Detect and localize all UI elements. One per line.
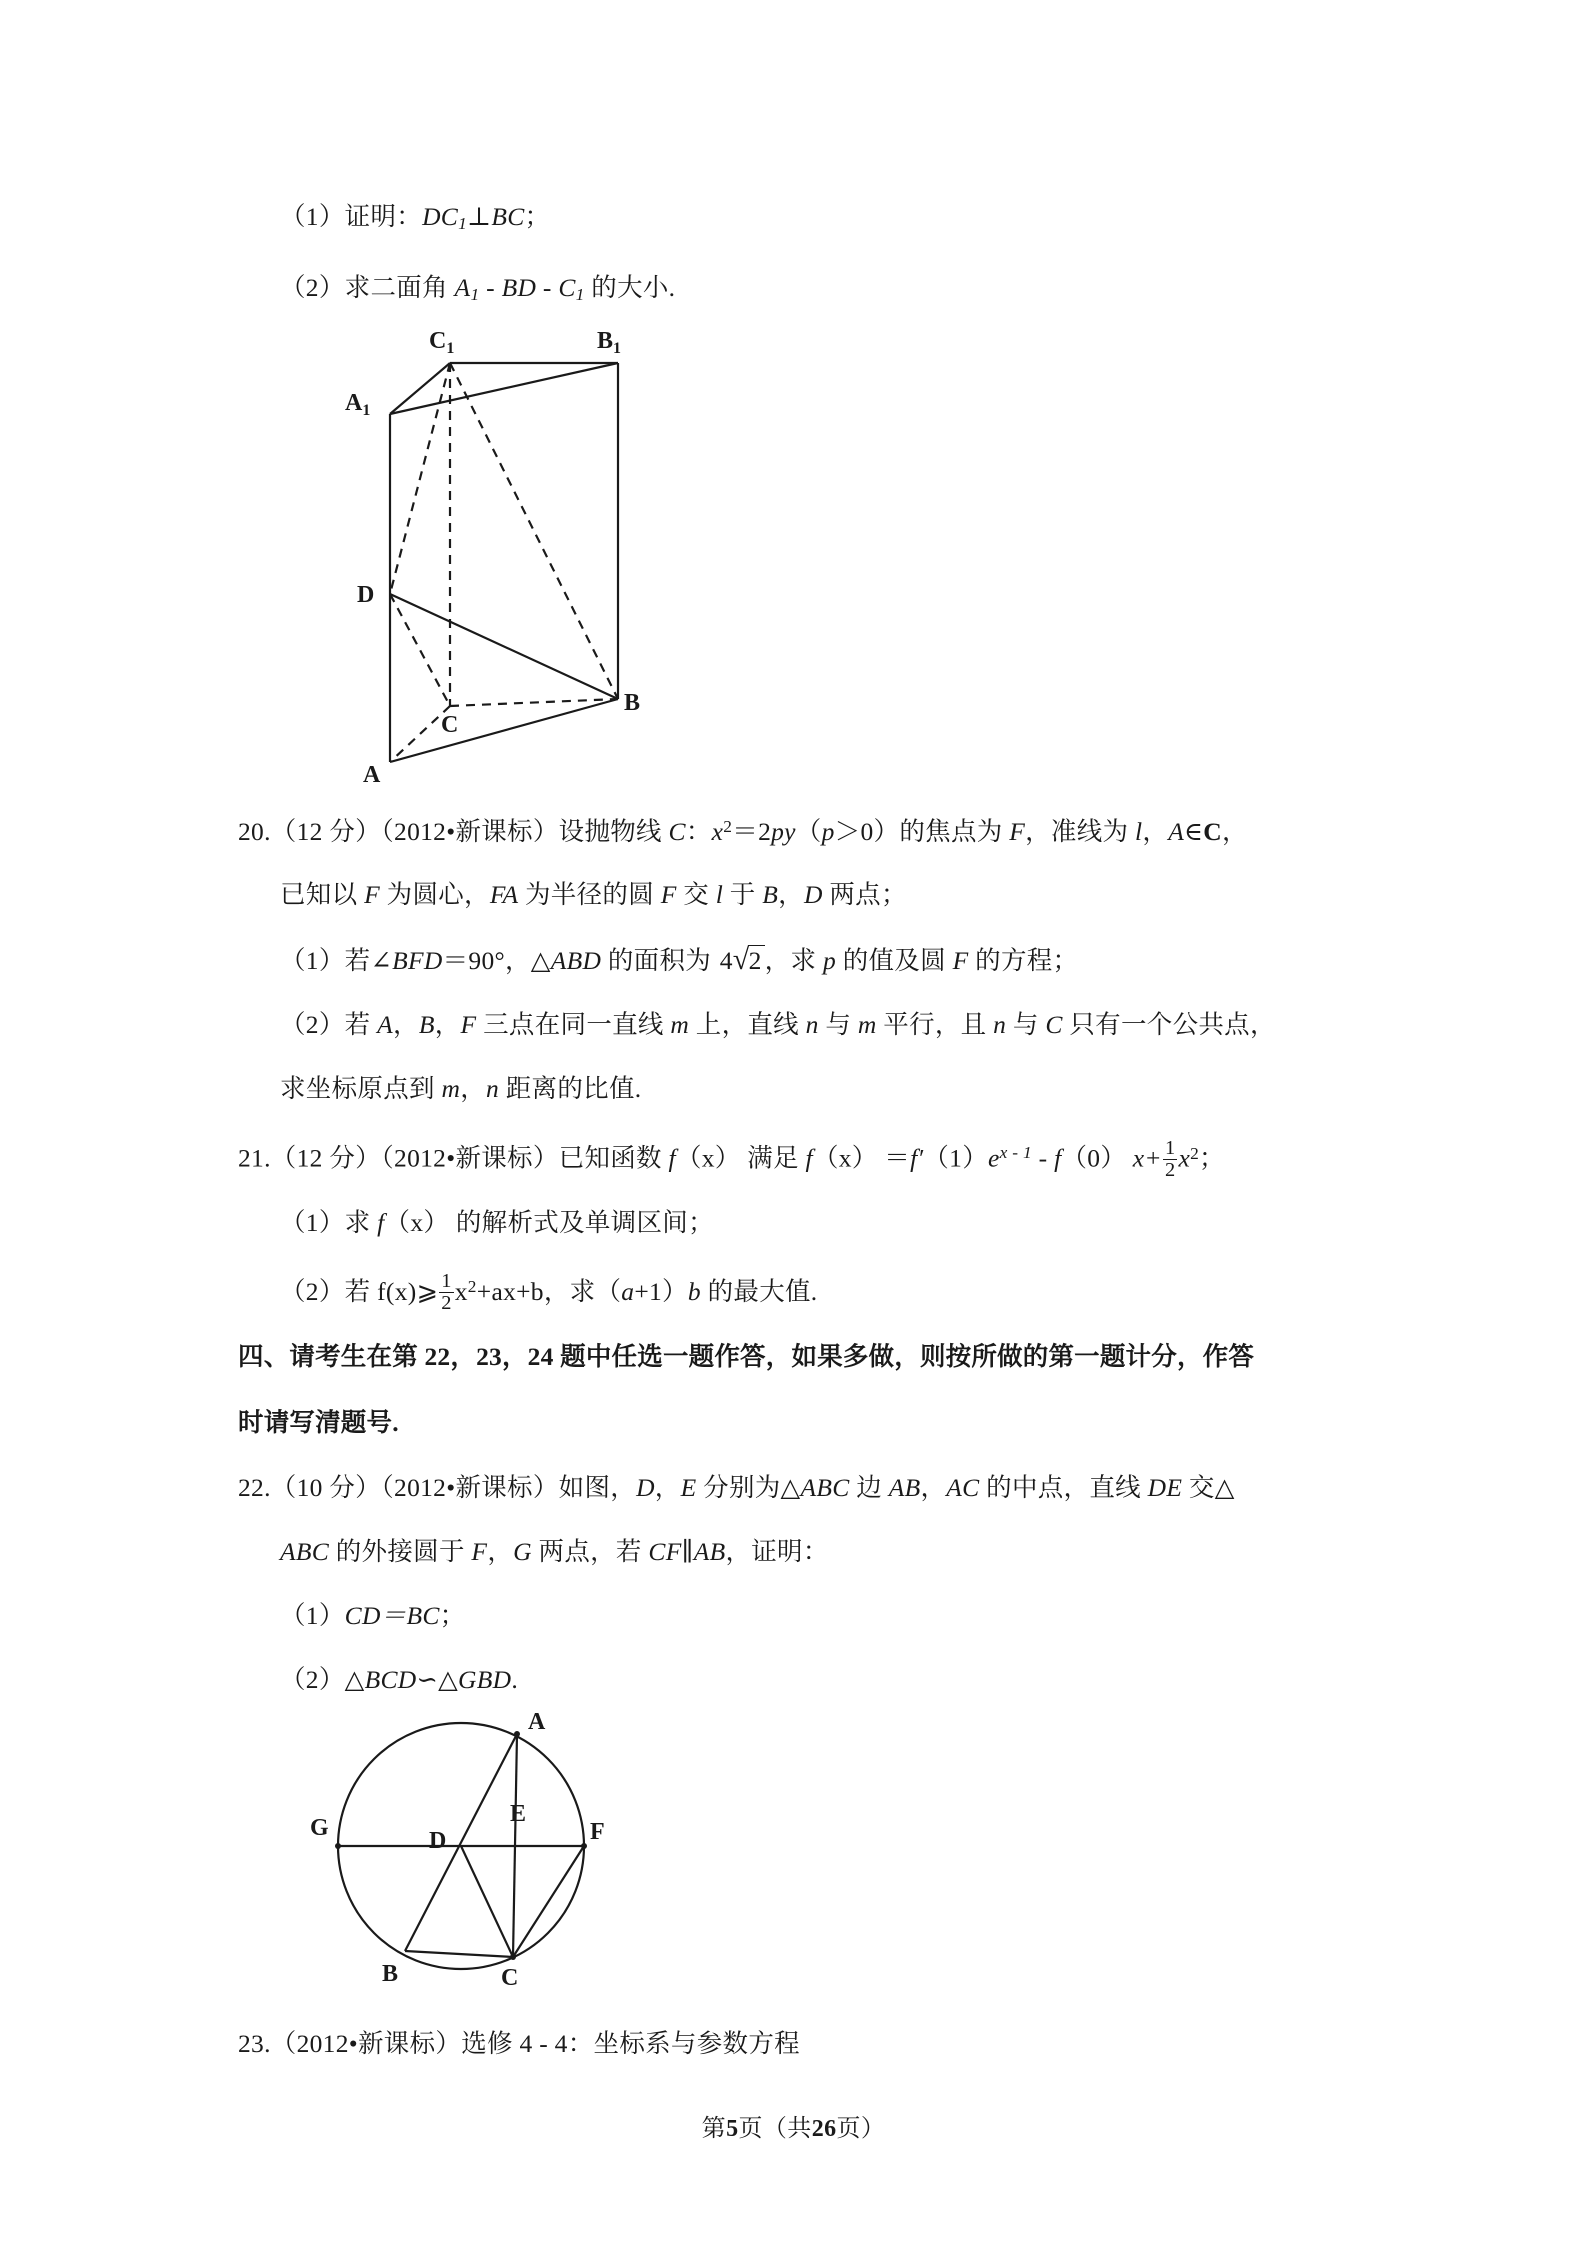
q20-x-sup: 2 — [723, 816, 733, 836]
q19-part2-a: A — [454, 272, 471, 302]
q20-t4: ， — [1142, 816, 1169, 846]
q19-part2-a-sub: 1 — [470, 284, 480, 304]
footer-total-pages: 26 — [811, 2116, 837, 2142]
q22-p2-label: （2） — [280, 1664, 345, 1694]
line-CF — [513, 1846, 584, 1957]
q20-p2-t5: 上，直线 — [689, 1010, 806, 1040]
circle-label-A: A — [528, 1709, 546, 1735]
q21-part2 — [238, 1255, 1366, 1324]
q22-t6: 的中点，直线 — [979, 1472, 1148, 1502]
q20-l2-D: D — [803, 880, 823, 910]
q20-p2-m: m — [670, 1010, 690, 1040]
q20-l: l — [1135, 816, 1143, 846]
q21-p2-plus1: +1 — [634, 1276, 663, 1306]
q21-p1-x: （x） — [384, 1208, 450, 1238]
circle-label-F: F — [590, 1819, 605, 1845]
q22-l2-F: F — [471, 1536, 488, 1566]
q19-part2-label: （2） — [280, 272, 345, 302]
q20-p2: ） — [873, 816, 900, 846]
q20-p1-BFD: BFD — [392, 946, 443, 976]
q21-p2-ge-icon: ⩾ — [416, 1276, 439, 1306]
q21-f3: f — [1054, 1144, 1062, 1174]
q22-l2-t1: 的外接圆于 — [329, 1536, 472, 1566]
footer-mid: 页（共 — [738, 2116, 812, 2142]
q20-l2-l: l — [715, 880, 724, 910]
prism-label-D: D — [357, 582, 375, 608]
radical-icon: √ — [732, 942, 750, 977]
q21-p1-t2: 的解析式及单调区间； — [449, 1208, 714, 1238]
q21-p2-frac-num: 1 — [441, 1269, 452, 1292]
section4-line2: 时请写清题号. — [238, 1407, 399, 1437]
q21-p2-b: b — [687, 1276, 701, 1306]
q20-p1-F: F — [952, 946, 969, 976]
q21-source: （2012•新课标） — [380, 1144, 559, 1174]
q20-p2-m2: m — [857, 1010, 877, 1040]
q20-source: （2012•新课标） — [380, 816, 559, 846]
q21-line1 — [238, 1121, 1366, 1191]
circle-label-E: E — [510, 1801, 527, 1827]
q21-p2-t2: +ax+b，求（ — [476, 1276, 622, 1306]
q21-e: e — [988, 1144, 1000, 1174]
q20-p2-B: B — [418, 1010, 435, 1040]
q20-p1-t6: 的方程； — [968, 946, 1079, 976]
q20-p2-n2: n — [993, 1010, 1007, 1040]
q22-ABC: ABC — [800, 1472, 850, 1502]
q22-AB: AB — [888, 1472, 921, 1502]
q20-l2-t7: 两点； — [822, 880, 907, 910]
q21-p2-x-sup: 2 — [467, 1277, 477, 1297]
q20-l2-B: B — [762, 880, 779, 910]
q21-e-exponent: x - 1 — [999, 1143, 1032, 1163]
footer-prefix: 第 — [701, 2116, 727, 2142]
q21-x1: （x） — [675, 1144, 741, 1174]
q19-part1-math-dc: DC — [422, 202, 459, 231]
q22-p1-math: CD＝BC — [344, 1600, 440, 1630]
q21-p2-t4: 的最大值. — [700, 1276, 818, 1306]
q20-p2-l2-m: m — [441, 1074, 461, 1104]
q22-p1-label: （1） — [280, 1600, 345, 1630]
q22-p2-tri2: △GBD — [438, 1664, 512, 1694]
q19-part1-end: ； — [524, 202, 551, 231]
q21-p1-t1: 求 — [344, 1208, 378, 1238]
q19-part2-dash1: - — [479, 272, 502, 302]
line-DC — [461, 1846, 513, 1957]
q22-line1 — [238, 1456, 1366, 1520]
q22-source: （2012•新课标） — [380, 1472, 559, 1502]
q21-frac-num: 1 — [1164, 1136, 1176, 1159]
q22-t4: 边 — [849, 1472, 889, 1502]
q21-fprime: f′ — [910, 1144, 924, 1174]
q20-p2-n: n — [805, 1010, 819, 1040]
prism-label-B1: $B_1$ — [597, 328, 622, 357]
q20-l2-t3: 为半径的圆 — [518, 880, 661, 910]
q20-p2-label: （2） — [280, 1010, 345, 1040]
q20-p2-l2-t2: ， — [460, 1074, 487, 1104]
q20-p1-label: （1） — [280, 946, 345, 976]
prism-label-A1: $A_1$ — [345, 390, 371, 419]
q22-score: （10 分） — [270, 1472, 381, 1502]
q20-l2-F2: F — [660, 880, 677, 910]
q20-p2-t9: 只有一个公共点， — [1062, 1010, 1276, 1040]
q21-frac-den: 2 — [1164, 1159, 1176, 1182]
q22-l2-t2: ， — [487, 1536, 514, 1566]
q21-p2-label: （2） — [280, 1276, 345, 1306]
q22-AC: AC — [946, 1472, 980, 1502]
q20-p2-l2-t3: 距离的比值. — [499, 1074, 642, 1104]
q20-part1 — [238, 927, 1366, 993]
q20-p2-F: F — [460, 1010, 477, 1040]
q23-source: （2012•新课标） — [270, 2028, 462, 2058]
q20-number: 20. — [238, 816, 271, 846]
q21-p2-t3: ） — [662, 1276, 688, 1306]
q20-part2-line1 — [238, 993, 1366, 1057]
q22-t2: ， — [654, 1472, 681, 1502]
q20-p1-t1: 若∠ — [344, 946, 393, 976]
q20-p2-t7: 平行，且 — [876, 1010, 994, 1040]
q21-zero: （0） — [1061, 1144, 1127, 1174]
q19-part1 — [238, 185, 1366, 256]
q20-curve-C: C — [668, 816, 686, 846]
q19-part2 — [238, 256, 1366, 327]
q20-in: ∈ — [1184, 816, 1204, 846]
q21-x2: （x） — [812, 1144, 878, 1174]
q22-line2 — [238, 1520, 1366, 1584]
line-BC — [405, 1951, 513, 1957]
q20-p2-t4: 三点在同一直线 — [476, 1010, 671, 1040]
prism-label-B: B — [624, 690, 641, 716]
q20-t3: ，准线为 — [1025, 816, 1136, 846]
prism-figure — [245, 318, 665, 788]
q22-E: E — [680, 1472, 697, 1502]
q20-py: py — [771, 816, 796, 846]
q20-A: A — [1168, 816, 1185, 846]
q20-line2 — [238, 863, 1366, 927]
q21-p2-fraction-half — [439, 1271, 454, 1315]
q20-t5: ， — [1222, 816, 1248, 846]
q19-part2-c: C — [558, 272, 576, 302]
q20-p2-t6: 与 — [818, 1010, 858, 1040]
q20-p: p — [821, 816, 835, 846]
q20-F: F — [1009, 816, 1026, 846]
q21-f1: f — [668, 1144, 676, 1174]
footer-suffix: 页） — [836, 2116, 886, 2142]
line-AB — [405, 1734, 517, 1951]
q20-p1-t4: ，求 — [764, 946, 823, 976]
q21-xplus: x+ — [1126, 1144, 1162, 1174]
q22-t5: ， — [920, 1472, 947, 1502]
q23-line1 — [238, 2012, 1366, 2076]
q20-l2-t5: 于 — [723, 880, 763, 910]
q21-fraction-half — [1163, 1138, 1178, 1182]
q22-number: 22. — [238, 1472, 271, 1502]
q19-part1-math-bc: ⊥BC — [467, 202, 525, 231]
q22-l2-CF: CF — [648, 1536, 682, 1566]
q20-p1-t2: ＝90°，△ — [442, 946, 551, 976]
q21-p2-t1: 若 f(x) — [344, 1276, 417, 1306]
q21-semi: ； — [1199, 1144, 1225, 1174]
q20-p1: （ — [795, 816, 822, 846]
q21-x3-sup: 2 — [1190, 1144, 1200, 1164]
q21-t1: 已知函数 — [558, 1144, 669, 1174]
q22-p1-end: ； — [439, 1600, 466, 1630]
q22-p2-tri1: △BCD — [344, 1664, 417, 1694]
q20-p2-t2: ， — [393, 1010, 419, 1040]
q22-DE: DE — [1147, 1472, 1183, 1502]
q20-l2-t6: ， — [778, 880, 804, 910]
q21-t2: 满足 — [740, 1144, 806, 1174]
q20-p1-t5: 的值及圆 — [836, 946, 953, 976]
q19-part1-sub: 1 — [458, 213, 468, 233]
q21-minus: - — [1031, 1144, 1055, 1174]
circle-label-C: C — [501, 1965, 519, 1991]
q21-f2: f — [805, 1144, 813, 1174]
q20-t1: 设抛物线 — [558, 816, 669, 846]
q20-part2-line2 — [238, 1057, 1366, 1121]
q20-eq: ＝2 — [732, 816, 772, 846]
q22-l2-t4: ，证明： — [725, 1536, 829, 1566]
circle-figure — [288, 1703, 658, 2003]
q20-p1-sqrt-coef: 4 — [719, 946, 733, 976]
q19-part1-text: 证明： — [344, 202, 423, 231]
q20-gt: ＞0 — [834, 816, 874, 846]
q20-p2-A: A — [377, 1010, 394, 1040]
q22-D: D — [636, 1472, 655, 1502]
q22-t7: 交△ — [1182, 1472, 1235, 1502]
q20-p1-sqrt-val: 2 — [748, 945, 765, 975]
q21-one: （1） — [923, 1144, 988, 1174]
q19-part2-dash2: - — [536, 272, 559, 302]
q23-number: 23. — [238, 2028, 271, 2058]
q20-t2: 的焦点为 — [899, 816, 1010, 846]
circle-label-G: G — [310, 1815, 329, 1841]
q22-t3: 分别为△ — [696, 1472, 801, 1502]
circle-label-D: D — [429, 1828, 447, 1854]
q20-p2-C: C — [1045, 1010, 1063, 1040]
q20-p2-t3: ， — [434, 1010, 461, 1040]
q20-l2-t4: 交 — [676, 880, 716, 910]
q21-number: 21. — [238, 1144, 271, 1174]
q22-t1: 如图， — [558, 1472, 637, 1502]
q21-eq: ＝ — [877, 1144, 911, 1174]
q22-similar-icon: ∽ — [416, 1664, 439, 1694]
q20-line1 — [238, 795, 1366, 864]
q21-score: （12 分） — [270, 1144, 381, 1174]
q21-p2-frac-den: 2 — [441, 1292, 452, 1315]
q21-p1-label: （1） — [280, 1208, 345, 1238]
q22-p2-end: . — [511, 1664, 519, 1694]
q20-x: x — [711, 816, 724, 846]
q20-l2-FA: FA — [489, 880, 519, 910]
q20-p2-t8: 与 — [1006, 1010, 1046, 1040]
prism-label-A: A — [363, 762, 381, 788]
q21-part1 — [238, 1191, 1366, 1255]
q20-colon: ： — [685, 816, 712, 846]
q20-l2-t2: 为圆心， — [379, 880, 490, 910]
footer-page-number: 5 — [726, 2116, 739, 2142]
q20-p1-p: p — [822, 946, 837, 976]
q20-l2-F: F — [364, 880, 380, 910]
q19-part2-bd: BD — [501, 272, 537, 302]
page-footer — [0, 2108, 1587, 2143]
q19-part2-c-sub: 1 — [575, 284, 585, 304]
q20-p1-ABD: ABD — [550, 946, 602, 976]
q20-score: （12 分） — [270, 816, 381, 846]
q22-part1 — [238, 1584, 1366, 1648]
section4-line1: 四、请考生在第 22，23，24 题中任选一题作答，如果多做，则按所做的第一题计分，作答 — [238, 1341, 1255, 1371]
q21-p1-f: f — [377, 1208, 385, 1238]
q20-p2-l2-t1: 求坐标原点到 — [280, 1074, 442, 1104]
q20-Cbold: C — [1203, 816, 1223, 846]
q22-l2-t3: 两点，若 — [531, 1536, 649, 1566]
q23-text: 选修 4 - 4：坐标系与参数方程 — [461, 2028, 800, 2058]
q22-l2-ABC: ABC — [280, 1536, 330, 1566]
q21-p2-x: x — [454, 1276, 468, 1306]
prism-label-C: C — [441, 712, 459, 738]
q20-p1-sqrt — [718, 927, 765, 993]
q21-p2-a: a — [621, 1276, 635, 1306]
q20-p2-t1: 若 — [344, 1010, 378, 1040]
q22-l2-AB: AB — [693, 1536, 726, 1566]
q19-part2-text: 求二面角 — [344, 272, 455, 302]
prism-label-C1: $C_1$ — [429, 328, 455, 357]
q20-p1-t3: 的面积为 — [601, 946, 718, 976]
q20-p2-l2-n: n — [486, 1074, 500, 1104]
q20-l2-t1: 已知以 — [280, 880, 365, 910]
q19-part1-label: （1） — [280, 202, 345, 231]
q22-parallel-icon: ∥ — [681, 1536, 694, 1566]
circle-label-B: B — [382, 1961, 399, 1987]
q21-x3: x — [1178, 1144, 1191, 1174]
q22-l2-G: G — [513, 1536, 532, 1566]
q19-part2-post: 的大小. — [584, 272, 676, 302]
